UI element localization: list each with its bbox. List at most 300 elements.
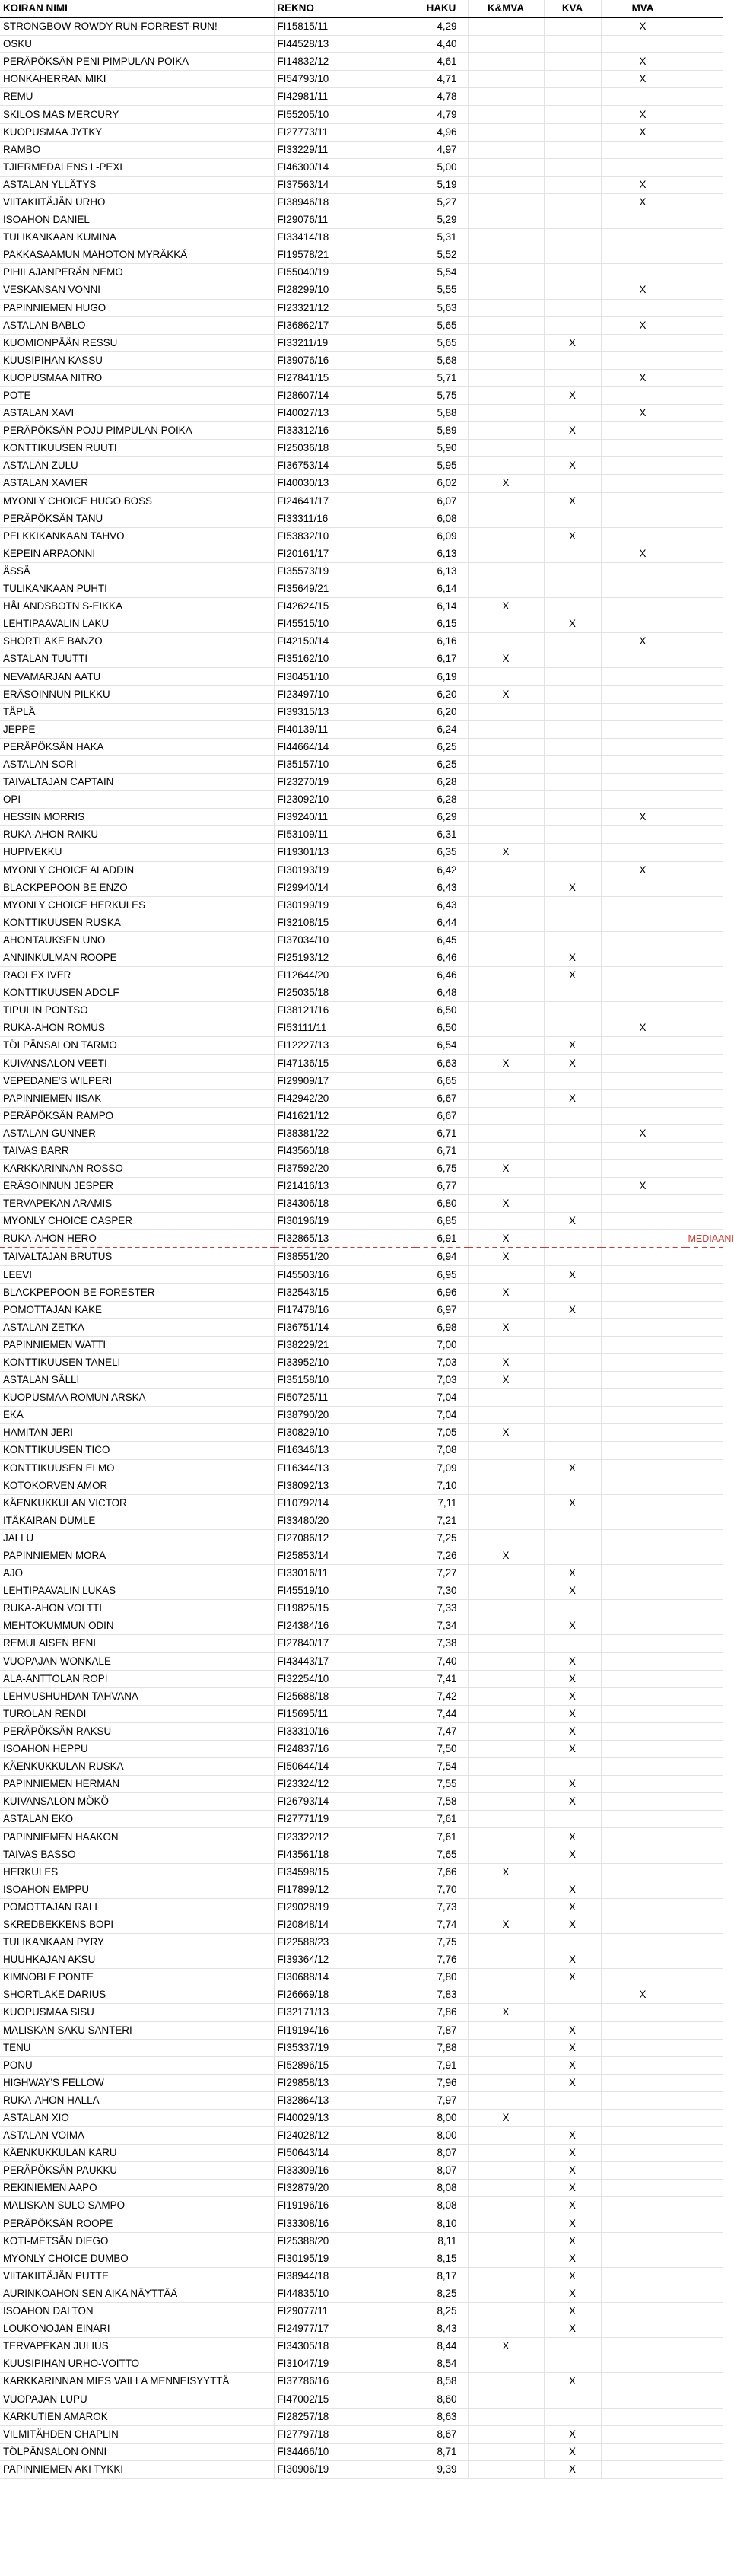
kva-cell[interactable]: X: [544, 1705, 601, 1722]
mva-cell[interactable]: [601, 1898, 685, 1916]
haku-cell[interactable]: 4,29: [415, 17, 468, 36]
rekno-cell[interactable]: FI29858/13: [274, 2074, 415, 2091]
kva-cell[interactable]: X: [544, 615, 601, 633]
kva-cell[interactable]: [544, 71, 601, 88]
mva-cell[interactable]: [601, 1283, 685, 1301]
kva-cell[interactable]: [544, 1512, 601, 1529]
kva-cell[interactable]: [544, 510, 601, 527]
mva-cell[interactable]: X: [601, 405, 685, 422]
haku-cell[interactable]: 6,95: [415, 1266, 468, 1283]
kva-cell[interactable]: X: [544, 2425, 601, 2443]
kva-cell[interactable]: [544, 1248, 601, 1266]
dog-name-cell[interactable]: MYONLY CHOICE HERKULES: [0, 896, 274, 914]
rekno-cell[interactable]: FI38790/20: [274, 1407, 415, 1424]
rekno-cell[interactable]: FI10792/14: [274, 1494, 415, 1512]
kva-cell[interactable]: [544, 1863, 601, 1881]
kva-cell[interactable]: X: [544, 1301, 601, 1318]
rekno-cell[interactable]: FI26793/14: [274, 1793, 415, 1811]
kva-cell[interactable]: X: [544, 2443, 601, 2460]
mva-cell[interactable]: [601, 984, 685, 1002]
dog-name-cell[interactable]: ASTALAN YLLÄTYS: [0, 176, 274, 193]
kmva-cell[interactable]: [468, 1301, 544, 1318]
kva-cell[interactable]: [544, 1230, 601, 1248]
kva-cell[interactable]: X: [544, 2232, 601, 2250]
kmva-cell[interactable]: X: [468, 1353, 544, 1371]
kva-cell[interactable]: [544, 844, 601, 861]
rekno-cell[interactable]: FI34305/18: [274, 2338, 415, 2355]
kmva-cell[interactable]: [468, 2056, 544, 2074]
kva-cell[interactable]: X: [544, 1617, 601, 1635]
kva-cell[interactable]: X: [544, 386, 601, 404]
dog-name-cell[interactable]: KONTTIKUUSEN TANELI: [0, 1353, 274, 1371]
dog-name-cell[interactable]: AURINKOAHON SEN AIKA NÄYTTÄÄ: [0, 2285, 274, 2302]
mva-cell[interactable]: X: [601, 369, 685, 386]
rekno-cell[interactable]: FI34598/15: [274, 1863, 415, 1881]
dog-name-cell[interactable]: RUKA-AHON ROMUS: [0, 1019, 274, 1037]
kva-cell[interactable]: [544, 2004, 601, 2021]
dog-name-cell[interactable]: KUIVANSALON VEETI: [0, 1054, 274, 1072]
dog-name-cell[interactable]: KUOPUSMAA ROMUN ARSKA: [0, 1389, 274, 1407]
mva-cell[interactable]: [601, 2074, 685, 2091]
kmva-cell[interactable]: [468, 1477, 544, 1494]
mva-cell[interactable]: [601, 1230, 685, 1248]
mva-cell[interactable]: [601, 1248, 685, 1266]
dog-name-cell[interactable]: REMULAISEN BENI: [0, 1635, 274, 1652]
kmva-cell[interactable]: [468, 720, 544, 738]
mva-cell[interactable]: [601, 36, 685, 53]
kmva-cell[interactable]: [468, 141, 544, 158]
kva-cell[interactable]: [544, 176, 601, 193]
kva-cell[interactable]: [544, 650, 601, 668]
kmva-cell[interactable]: [468, 1178, 544, 1195]
kmva-cell[interactable]: [468, 36, 544, 53]
kmva-cell[interactable]: [468, 931, 544, 949]
rekno-cell[interactable]: FI23324/12: [274, 1776, 415, 1793]
kmva-cell[interactable]: [468, 2390, 544, 2408]
kmva-cell[interactable]: [468, 755, 544, 773]
kmva-cell[interactable]: [468, 809, 544, 826]
kmva-cell[interactable]: [468, 386, 544, 404]
haku-cell[interactable]: 6,42: [415, 861, 468, 879]
kmva-cell[interactable]: [468, 53, 544, 71]
kmva-cell[interactable]: X: [468, 1230, 544, 1248]
kmva-cell[interactable]: [468, 1741, 544, 1758]
dog-name-cell[interactable]: LEHTIPAAVALIN LUKAS: [0, 1582, 274, 1600]
rekno-cell[interactable]: FI50725/11: [274, 1389, 415, 1407]
dog-name-cell[interactable]: ASTALAN XAVI: [0, 405, 274, 422]
haku-cell[interactable]: 6,19: [415, 668, 468, 685]
haku-cell[interactable]: 6,20: [415, 703, 468, 720]
dog-name-cell[interactable]: ERÄSOINNUN PILKKU: [0, 685, 274, 703]
dog-name-cell[interactable]: KARKKARINNAN MIES VAILLA MENNEISYYTTÄ: [0, 2373, 274, 2390]
kmva-cell[interactable]: [468, 1617, 544, 1635]
haku-cell[interactable]: 6,28: [415, 791, 468, 809]
haku-cell[interactable]: 7,26: [415, 1547, 468, 1564]
kmva-cell[interactable]: X: [468, 685, 544, 703]
kva-cell[interactable]: X: [544, 1670, 601, 1687]
kmva-cell[interactable]: [468, 2197, 544, 2215]
haku-cell[interactable]: 7,76: [415, 1951, 468, 1969]
kva-cell[interactable]: [544, 1353, 601, 1371]
haku-cell[interactable]: 6,15: [415, 615, 468, 633]
dog-name-cell[interactable]: KONTTIKUUSEN TICO: [0, 1442, 274, 1459]
kva-cell[interactable]: [544, 1529, 601, 1547]
dog-name-cell[interactable]: RUKA-AHON VOLTTI: [0, 1600, 274, 1617]
mva-cell[interactable]: [601, 1722, 685, 1740]
kva-cell[interactable]: [544, 755, 601, 773]
haku-cell[interactable]: 8,07: [415, 2162, 468, 2180]
dog-name-cell[interactable]: PERÄPÖKSÄN POJU PIMPULAN POIKA: [0, 422, 274, 440]
mva-cell[interactable]: [601, 896, 685, 914]
dog-name-cell[interactable]: ASTALAN TUUTTI: [0, 650, 274, 668]
dog-name-cell[interactable]: KOTI-METSÄN DIEGO: [0, 2232, 274, 2250]
kva-cell[interactable]: [544, 193, 601, 211]
kva-cell[interactable]: [544, 1477, 601, 1494]
mva-cell[interactable]: [601, 1054, 685, 1072]
kmva-cell[interactable]: [468, 369, 544, 386]
mva-cell[interactable]: [601, 826, 685, 844]
rekno-cell[interactable]: FI46300/14: [274, 158, 415, 176]
mva-cell[interactable]: [601, 1811, 685, 1828]
mva-cell[interactable]: [601, 1600, 685, 1617]
kva-cell[interactable]: X: [544, 1898, 601, 1916]
kmva-cell[interactable]: [468, 545, 544, 562]
haku-cell[interactable]: 5,75: [415, 386, 468, 404]
mva-cell[interactable]: X: [601, 176, 685, 193]
haku-cell[interactable]: 6,43: [415, 879, 468, 896]
haku-cell[interactable]: 6,13: [415, 562, 468, 580]
header-haku[interactable]: HAKU: [415, 0, 468, 17]
kmva-cell[interactable]: X: [468, 1372, 544, 1389]
kva-cell[interactable]: X: [544, 2162, 601, 2180]
mva-cell[interactable]: [601, 1758, 685, 1776]
kmva-cell[interactable]: [468, 2180, 544, 2197]
haku-cell[interactable]: 4,61: [415, 53, 468, 71]
mva-cell[interactable]: [601, 1582, 685, 1600]
kva-cell[interactable]: [544, 791, 601, 809]
mva-cell[interactable]: [601, 386, 685, 404]
haku-cell[interactable]: 6,67: [415, 1107, 468, 1124]
haku-cell[interactable]: 7,10: [415, 1477, 468, 1494]
haku-cell[interactable]: 7,40: [415, 1652, 468, 1670]
kmva-cell[interactable]: [468, 1407, 544, 1424]
rekno-cell[interactable]: FI19825/15: [274, 1600, 415, 1617]
dog-name-cell[interactable]: POMOTTAJAN RALI: [0, 1898, 274, 1916]
rekno-cell[interactable]: FI36751/14: [274, 1318, 415, 1336]
rekno-cell[interactable]: FI29940/14: [274, 879, 415, 896]
haku-cell[interactable]: 6,50: [415, 1019, 468, 1037]
kva-cell[interactable]: [544, 685, 601, 703]
dog-name-cell[interactable]: ISOAHON EMPPU: [0, 1881, 274, 1898]
dog-name-cell[interactable]: PAPINNIEMEN AKI TYKKI: [0, 2460, 274, 2478]
kmva-cell[interactable]: [468, 2443, 544, 2460]
kmva-cell[interactable]: [468, 2373, 544, 2390]
rekno-cell[interactable]: FI24028/12: [274, 2127, 415, 2145]
dog-name-cell[interactable]: PIHILAJANPERÄN NEMO: [0, 264, 274, 281]
kva-cell[interactable]: X: [544, 2021, 601, 2039]
mva-cell[interactable]: X: [601, 633, 685, 650]
haku-cell[interactable]: 7,61: [415, 1811, 468, 1828]
kva-cell[interactable]: X: [544, 1037, 601, 1054]
dog-name-cell[interactable]: LEHMUSHUHDAN TAHVANA: [0, 1687, 274, 1705]
kmva-cell[interactable]: X: [468, 2109, 544, 2126]
kva-cell[interactable]: [544, 1002, 601, 1019]
mva-cell[interactable]: [601, 2250, 685, 2267]
kmva-cell[interactable]: [468, 1582, 544, 1600]
kva-cell[interactable]: [544, 1407, 601, 1424]
haku-cell[interactable]: 6,09: [415, 527, 468, 545]
haku-cell[interactable]: 8,58: [415, 2373, 468, 2390]
dog-name-cell[interactable]: SKREDBEKKENS BOPI: [0, 1916, 274, 1933]
kva-cell[interactable]: [544, 545, 601, 562]
kva-cell[interactable]: [544, 1143, 601, 1160]
kva-cell[interactable]: X: [544, 2267, 601, 2285]
mva-cell[interactable]: [601, 2039, 685, 2056]
kmva-cell[interactable]: X: [468, 1160, 544, 1178]
rekno-cell[interactable]: FI41621/12: [274, 1107, 415, 1124]
rekno-cell[interactable]: FI45503/16: [274, 1266, 415, 1283]
kmva-cell[interactable]: [468, 2408, 544, 2425]
kva-cell[interactable]: X: [544, 1054, 601, 1072]
rekno-cell[interactable]: FI30829/10: [274, 1424, 415, 1442]
haku-cell[interactable]: 6,63: [415, 1054, 468, 1072]
kmva-cell[interactable]: [468, 1213, 544, 1230]
kmva-cell[interactable]: [468, 1037, 544, 1054]
dog-name-cell[interactable]: KONTTIKUUSEN ADOLF: [0, 984, 274, 1002]
kva-cell[interactable]: [544, 264, 601, 281]
kva-cell[interactable]: [544, 2091, 601, 2109]
dog-name-cell[interactable]: KUIVANSALON MÖKÖ: [0, 1793, 274, 1811]
mva-cell[interactable]: [601, 650, 685, 668]
rekno-cell[interactable]: FI34466/10: [274, 2443, 415, 2460]
haku-cell[interactable]: 5,54: [415, 264, 468, 281]
kmva-cell[interactable]: [468, 2320, 544, 2338]
rekno-cell[interactable]: FI30906/19: [274, 2460, 415, 2478]
kva-cell[interactable]: [544, 984, 601, 1002]
dog-name-cell[interactable]: RUKA-AHON HALLA: [0, 2091, 274, 2109]
kmva-cell[interactable]: [468, 299, 544, 316]
kva-cell[interactable]: [544, 141, 601, 158]
rekno-cell[interactable]: FI27771/19: [274, 1811, 415, 1828]
kmva-cell[interactable]: X: [468, 1863, 544, 1881]
mva-cell[interactable]: [601, 1635, 685, 1652]
haku-cell[interactable]: 6,71: [415, 1124, 468, 1142]
kmva-cell[interactable]: [468, 2425, 544, 2443]
rekno-cell[interactable]: FI20161/17: [274, 545, 415, 562]
kmva-cell[interactable]: [468, 1459, 544, 1477]
rekno-cell[interactable]: FI25035/18: [274, 984, 415, 1002]
mva-cell[interactable]: [601, 1160, 685, 1178]
kva-cell[interactable]: [544, 1635, 601, 1652]
mva-cell[interactable]: X: [601, 861, 685, 879]
haku-cell[interactable]: 7,87: [415, 2021, 468, 2039]
rekno-cell[interactable]: FI17478/16: [274, 1301, 415, 1318]
rekno-cell[interactable]: FI38551/20: [274, 1248, 415, 1266]
dog-name-cell[interactable]: KOTOKORVEN AMOR: [0, 1477, 274, 1494]
dog-name-cell[interactable]: ÄSSÄ: [0, 562, 274, 580]
haku-cell[interactable]: 6,35: [415, 844, 468, 861]
dog-name-cell[interactable]: ANNINKULMAN ROOPE: [0, 949, 274, 966]
kva-cell[interactable]: X: [544, 2127, 601, 2145]
rekno-cell[interactable]: FI38121/16: [274, 1002, 415, 1019]
haku-cell[interactable]: 6,31: [415, 826, 468, 844]
mva-cell[interactable]: [601, 2320, 685, 2338]
mva-cell[interactable]: [601, 1951, 685, 1969]
rekno-cell[interactable]: FI23270/19: [274, 774, 415, 791]
mva-cell[interactable]: [601, 2091, 685, 2109]
kmva-cell[interactable]: [468, 281, 544, 299]
rekno-cell[interactable]: FI33414/18: [274, 229, 415, 246]
kmva-cell[interactable]: [468, 2303, 544, 2320]
kmva-cell[interactable]: [468, 2460, 544, 2478]
rekno-cell[interactable]: FI30688/14: [274, 1969, 415, 1986]
dog-name-cell[interactable]: EKA: [0, 1407, 274, 1424]
kva-cell[interactable]: [544, 475, 601, 492]
kmva-cell[interactable]: [468, 615, 544, 633]
dog-name-cell[interactable]: STRONGBOW ROWDY RUN-FORREST-RUN!: [0, 17, 274, 36]
dog-name-cell[interactable]: VILMITÄHDEN CHAPLIN: [0, 2425, 274, 2443]
kmva-cell[interactable]: [468, 1687, 544, 1705]
mva-cell[interactable]: [601, 1687, 685, 1705]
haku-cell[interactable]: 5,52: [415, 246, 468, 264]
kva-cell[interactable]: [544, 440, 601, 457]
kva-cell[interactable]: [544, 405, 601, 422]
kmva-cell[interactable]: [468, 1969, 544, 1986]
rekno-cell[interactable]: FI53111/11: [274, 1019, 415, 1037]
mva-cell[interactable]: [601, 2267, 685, 2285]
haku-cell[interactable]: 6,14: [415, 598, 468, 615]
mva-cell[interactable]: [601, 2180, 685, 2197]
kmva-cell[interactable]: [468, 774, 544, 791]
haku-cell[interactable]: 5,19: [415, 176, 468, 193]
kva-cell[interactable]: [544, 668, 601, 685]
haku-cell[interactable]: 7,80: [415, 1969, 468, 1986]
dog-name-cell[interactable]: PAKKASAAMUN MAHOTON MYRÄKKÄ: [0, 246, 274, 264]
kmva-cell[interactable]: [468, 1143, 544, 1160]
mva-cell[interactable]: [601, 1494, 685, 1512]
rekno-cell[interactable]: FI43560/18: [274, 1143, 415, 1160]
kmva-cell[interactable]: [468, 1019, 544, 1037]
dog-name-cell[interactable]: ASTALAN EKO: [0, 1811, 274, 1828]
kmva-cell[interactable]: [468, 668, 544, 685]
mva-cell[interactable]: [601, 2355, 685, 2373]
rekno-cell[interactable]: FI36862/17: [274, 316, 415, 334]
kva-cell[interactable]: X: [544, 967, 601, 984]
dog-name-cell[interactable]: BLACKPEPOON BE ENZO: [0, 879, 274, 896]
haku-cell[interactable]: 7,11: [415, 1494, 468, 1512]
mva-cell[interactable]: [601, 1776, 685, 1793]
rekno-cell[interactable]: FI25036/18: [274, 440, 415, 457]
rekno-cell[interactable]: FI32865/13: [274, 1230, 415, 1248]
mva-cell[interactable]: [601, 1916, 685, 1933]
rekno-cell[interactable]: FI52896/15: [274, 2056, 415, 2074]
dog-name-cell[interactable]: MYONLY CHOICE HUGO BOSS: [0, 492, 274, 510]
mva-cell[interactable]: [601, 2373, 685, 2390]
kmva-cell[interactable]: [468, 1107, 544, 1124]
kmva-cell[interactable]: [468, 914, 544, 931]
rekno-cell[interactable]: FI42942/20: [274, 1089, 415, 1107]
kmva-cell[interactable]: [468, 2267, 544, 2285]
kmva-cell[interactable]: [468, 2091, 544, 2109]
dog-name-cell[interactable]: HERKULES: [0, 1863, 274, 1881]
kmva-cell[interactable]: [468, 123, 544, 141]
dog-name-cell[interactable]: HAMITAN JERI: [0, 1424, 274, 1442]
rekno-cell[interactable]: FI12227/13: [274, 1037, 415, 1054]
rekno-cell[interactable]: FI29077/11: [274, 2303, 415, 2320]
mva-cell[interactable]: [601, 931, 685, 949]
kva-cell[interactable]: X: [544, 334, 601, 351]
dog-name-cell[interactable]: ASTALAN XIO: [0, 2109, 274, 2126]
kva-cell[interactable]: [544, 861, 601, 879]
haku-cell[interactable]: 4,96: [415, 123, 468, 141]
kmva-cell[interactable]: [468, 1881, 544, 1898]
mva-cell[interactable]: [601, 1002, 685, 1019]
rekno-cell[interactable]: FI35157/10: [274, 755, 415, 773]
mva-cell[interactable]: [601, 1424, 685, 1442]
mva-cell[interactable]: [601, 1617, 685, 1635]
kmva-cell[interactable]: [468, 2021, 544, 2039]
rekno-cell[interactable]: FI24977/17: [274, 2320, 415, 2338]
haku-cell[interactable]: 7,65: [415, 1846, 468, 1863]
mva-cell[interactable]: [601, 562, 685, 580]
mva-cell[interactable]: [601, 1969, 685, 1986]
kmva-cell[interactable]: [468, 1002, 544, 1019]
dog-name-cell[interactable]: PERÄPÖKSÄN RAMPO: [0, 1107, 274, 1124]
haku-cell[interactable]: 7,44: [415, 1705, 468, 1722]
dog-name-cell[interactable]: TULIKANKAAN PYRY: [0, 1934, 274, 1951]
kmva-cell[interactable]: [468, 1600, 544, 1617]
kmva-cell[interactable]: [468, 861, 544, 879]
dog-name-cell[interactable]: PERÄPÖKSÄN ROOPE: [0, 2215, 274, 2232]
kmva-cell[interactable]: [468, 984, 544, 1002]
dog-name-cell[interactable]: PAPINNIEMEN MORA: [0, 1547, 274, 1564]
kva-cell[interactable]: X: [544, 1565, 601, 1582]
rekno-cell[interactable]: FI43561/18: [274, 1846, 415, 1863]
dog-name-cell[interactable]: ASTALAN GUNNER: [0, 1124, 274, 1142]
mva-cell[interactable]: [601, 1213, 685, 1230]
dog-name-cell[interactable]: PERÄPÖKSÄN RAKSU: [0, 1722, 274, 1740]
kmva-cell[interactable]: [468, 334, 544, 351]
dog-name-cell[interactable]: ASTALAN ZETKA: [0, 1318, 274, 1336]
haku-cell[interactable]: 7,05: [415, 1424, 468, 1442]
rekno-cell[interactable]: FI20848/14: [274, 1916, 415, 1933]
haku-cell[interactable]: 8,11: [415, 2232, 468, 2250]
mva-cell[interactable]: [601, 1793, 685, 1811]
kmva-cell[interactable]: [468, 826, 544, 844]
haku-cell[interactable]: 6,54: [415, 1037, 468, 1054]
haku-cell[interactable]: 6,08: [415, 510, 468, 527]
mva-cell[interactable]: [601, 2021, 685, 2039]
rekno-cell[interactable]: FI45519/10: [274, 1582, 415, 1600]
haku-cell[interactable]: 6,43: [415, 896, 468, 914]
kmva-cell[interactable]: [468, 106, 544, 123]
haku-cell[interactable]: 7,00: [415, 1336, 468, 1353]
kmva-cell[interactable]: [468, 193, 544, 211]
mva-cell[interactable]: [601, 1037, 685, 1054]
haku-cell[interactable]: 7,70: [415, 1881, 468, 1898]
rekno-cell[interactable]: FI38946/18: [274, 193, 415, 211]
rekno-cell[interactable]: FI33310/16: [274, 1722, 415, 1740]
rekno-cell[interactable]: FI33480/20: [274, 1512, 415, 1529]
haku-cell[interactable]: 6,67: [415, 1089, 468, 1107]
mva-cell[interactable]: [601, 2285, 685, 2302]
haku-cell[interactable]: 7,04: [415, 1407, 468, 1424]
kva-cell[interactable]: [544, 896, 601, 914]
kva-cell[interactable]: X: [544, 1776, 601, 1793]
kmva-cell[interactable]: [468, 967, 544, 984]
mva-cell[interactable]: [601, 1741, 685, 1758]
rekno-cell[interactable]: FI34306/18: [274, 1195, 415, 1213]
